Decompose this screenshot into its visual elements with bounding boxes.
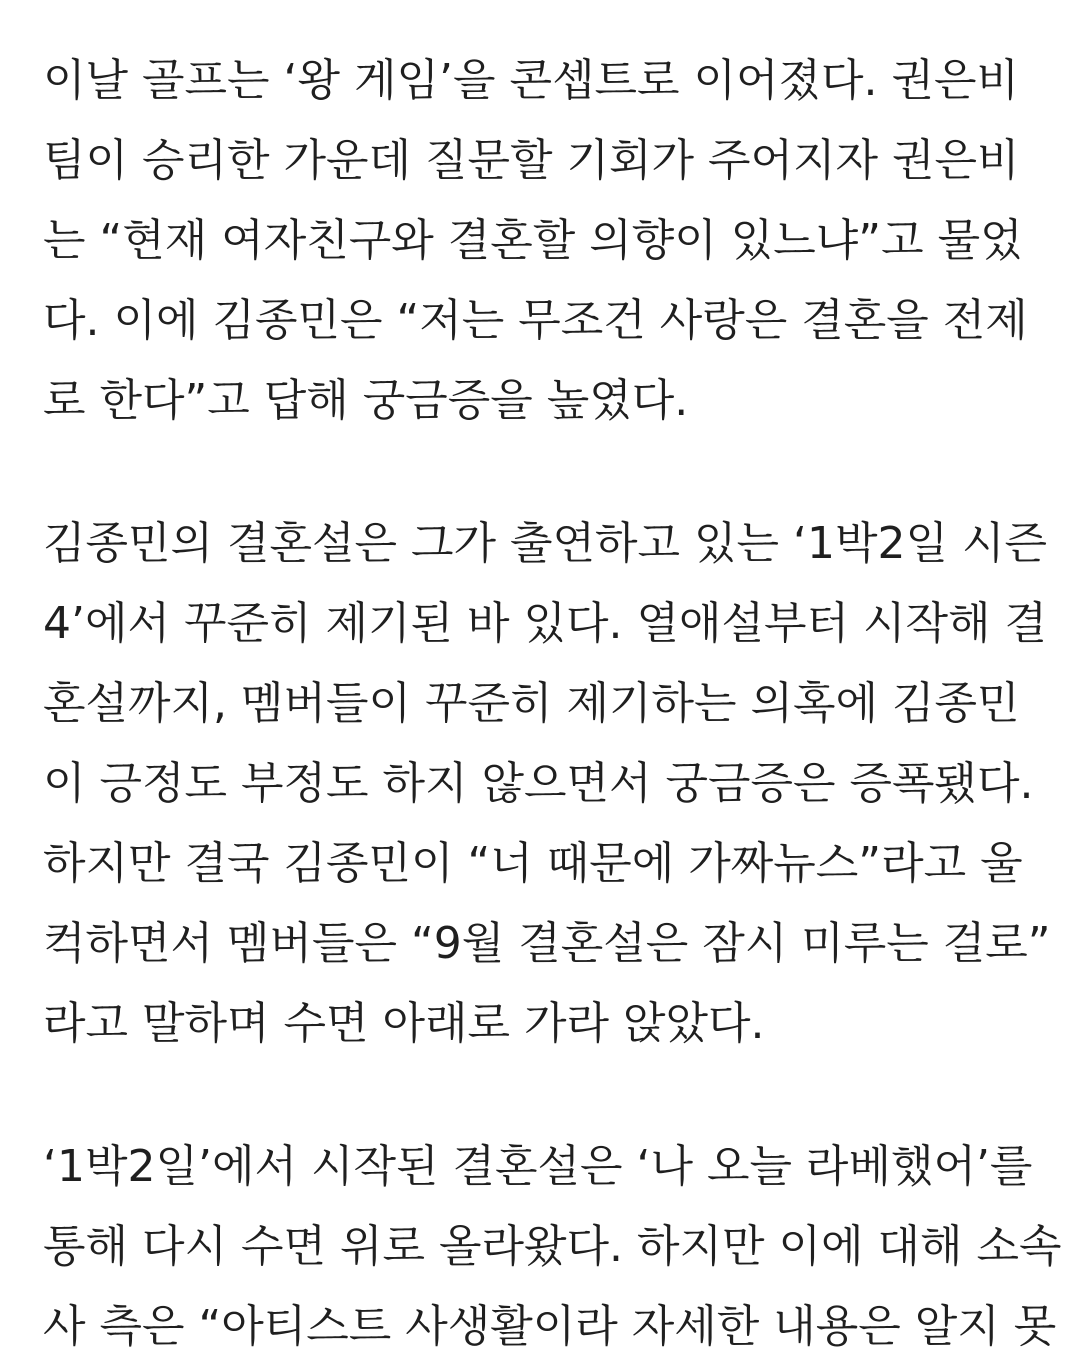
text-line: 이 긍정도 부정도 하지 않으면서 궁금증은 증폭됐다.	[43, 758, 1034, 809]
text-line: 통해 다시 수면 위로 올라왔다. 하지만 이에 대해 소속	[43, 1221, 1062, 1272]
text-line: 혼설까지, 멤버들이 꾸준히 제기하는 의혹에 김종민	[43, 678, 1020, 729]
text-line: 로 한다”고 답해 궁금증을 높였다.	[43, 375, 689, 426]
text-line: 4’에서 꾸준히 제기된 바 있다. 열애설부터 시작해 결	[43, 598, 1047, 649]
text-line: 는 “현재 여자친구와 결혼할 의향이 있느냐”고 물었	[43, 215, 1023, 266]
text-line: 라고 말하며 수면 아래로 가라 앉았다.	[43, 998, 765, 1049]
text-line: 다. 이에 김종민은 “저는 무조건 사랑은 결혼을 전제	[43, 295, 1028, 346]
text-line: 하지만 결국 김종민이 “너 때문에 가짜뉴스”라고 울	[43, 838, 1023, 889]
text-line: 팀이 승리한 가운데 질문할 기회가 주어지자 권은비	[43, 135, 1020, 186]
text-line: 이날 골프는 ‘왕 게임’을 콘셉트로 이어졌다. 권은비	[43, 55, 1019, 106]
text-line: ‘1박2일’에서 시작된 결혼설은 ‘나 오늘 라베했어’를	[43, 1141, 1033, 1192]
text-line: 컥하면서 멤버들은 “9월 결혼설은 잠시 미루는 걸로”	[43, 918, 1051, 969]
text-line: 사 측은 “아티스트 사생활이라 자세한 내용은 알지 못	[43, 1301, 1057, 1352]
text-line: 김종민의 결혼설은 그가 출연하고 있는 ‘1박2일 시즌	[43, 518, 1047, 569]
